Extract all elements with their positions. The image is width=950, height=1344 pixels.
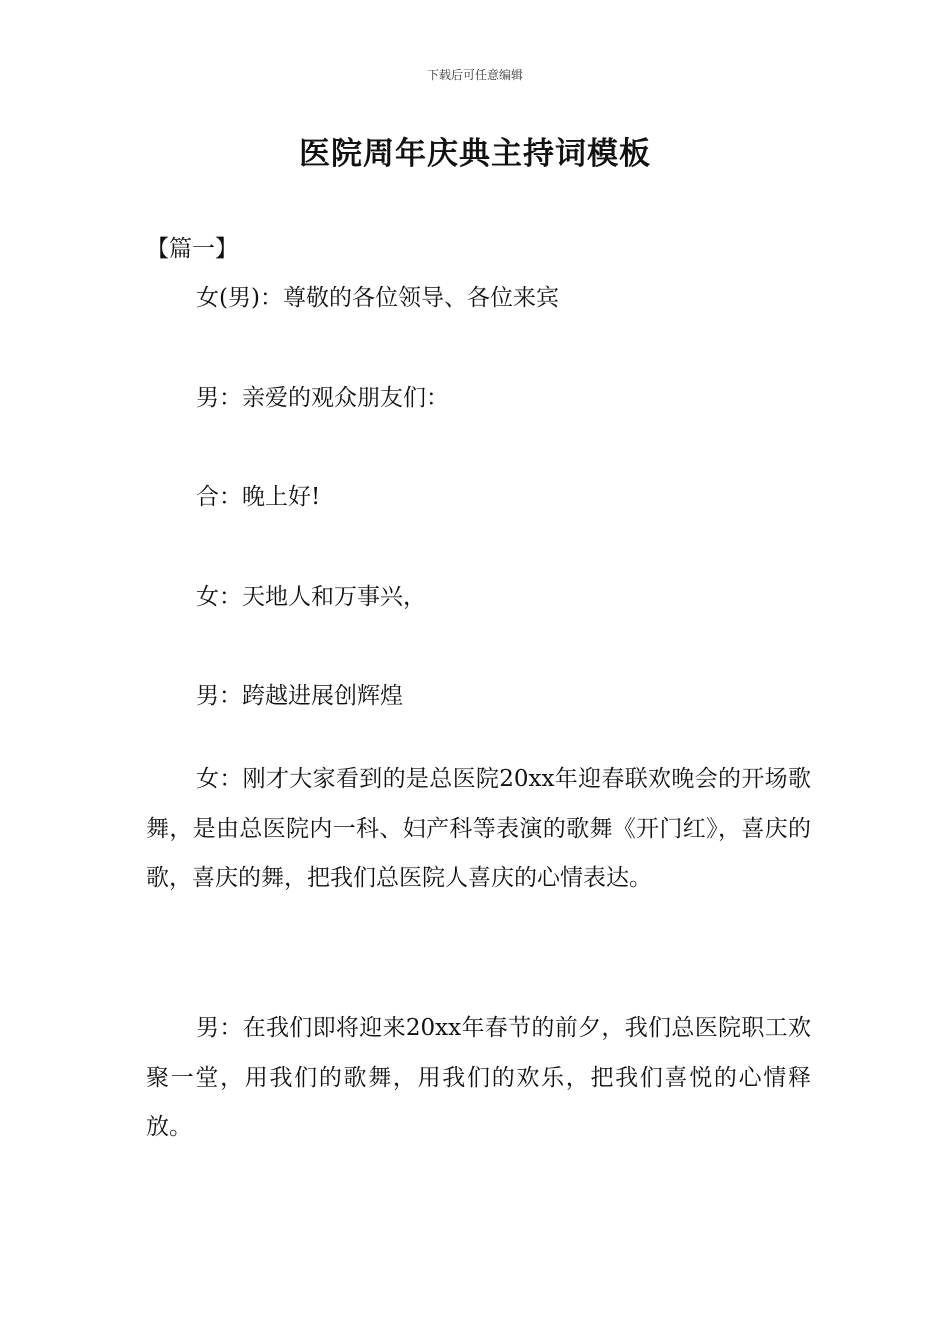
dialogue-line: 男：亲爱的观众朋友们： — [196, 385, 449, 411]
dialogue-line: 合：晚上好! — [196, 484, 321, 510]
dialogue-paragraph: 男：在我们即将迎来20xx年春节的前夕，我们总医院职工欢聚一堂，用我们的歌舞，用我们的欢乐，把我们喜悦的心情释放。 — [146, 1015, 811, 1141]
dialogue-paragraph: 女：刚才大家看到的是总医院20xx年迎春联欢晚会的开场歌舞，是由总医院内一科、妇产科等表演的歌舞《开门红》，喜庆的歌，喜庆的舞，把我们总医院人喜庆的心情表达。 — [146, 766, 811, 892]
document-title: 医院周年庆典主持词模板 — [299, 136, 651, 172]
section-label: 【篇一】 — [146, 236, 238, 262]
dialogue-line: 男：跨越进展创辉煌 — [196, 683, 403, 709]
dialogue-line: 女(男)：尊敬的各位领导、各位来宾 — [196, 285, 559, 311]
dialogue-line: 女：天地人和万事兴， — [196, 584, 426, 610]
header-note: 下载后可任意编辑 — [426, 68, 523, 82]
